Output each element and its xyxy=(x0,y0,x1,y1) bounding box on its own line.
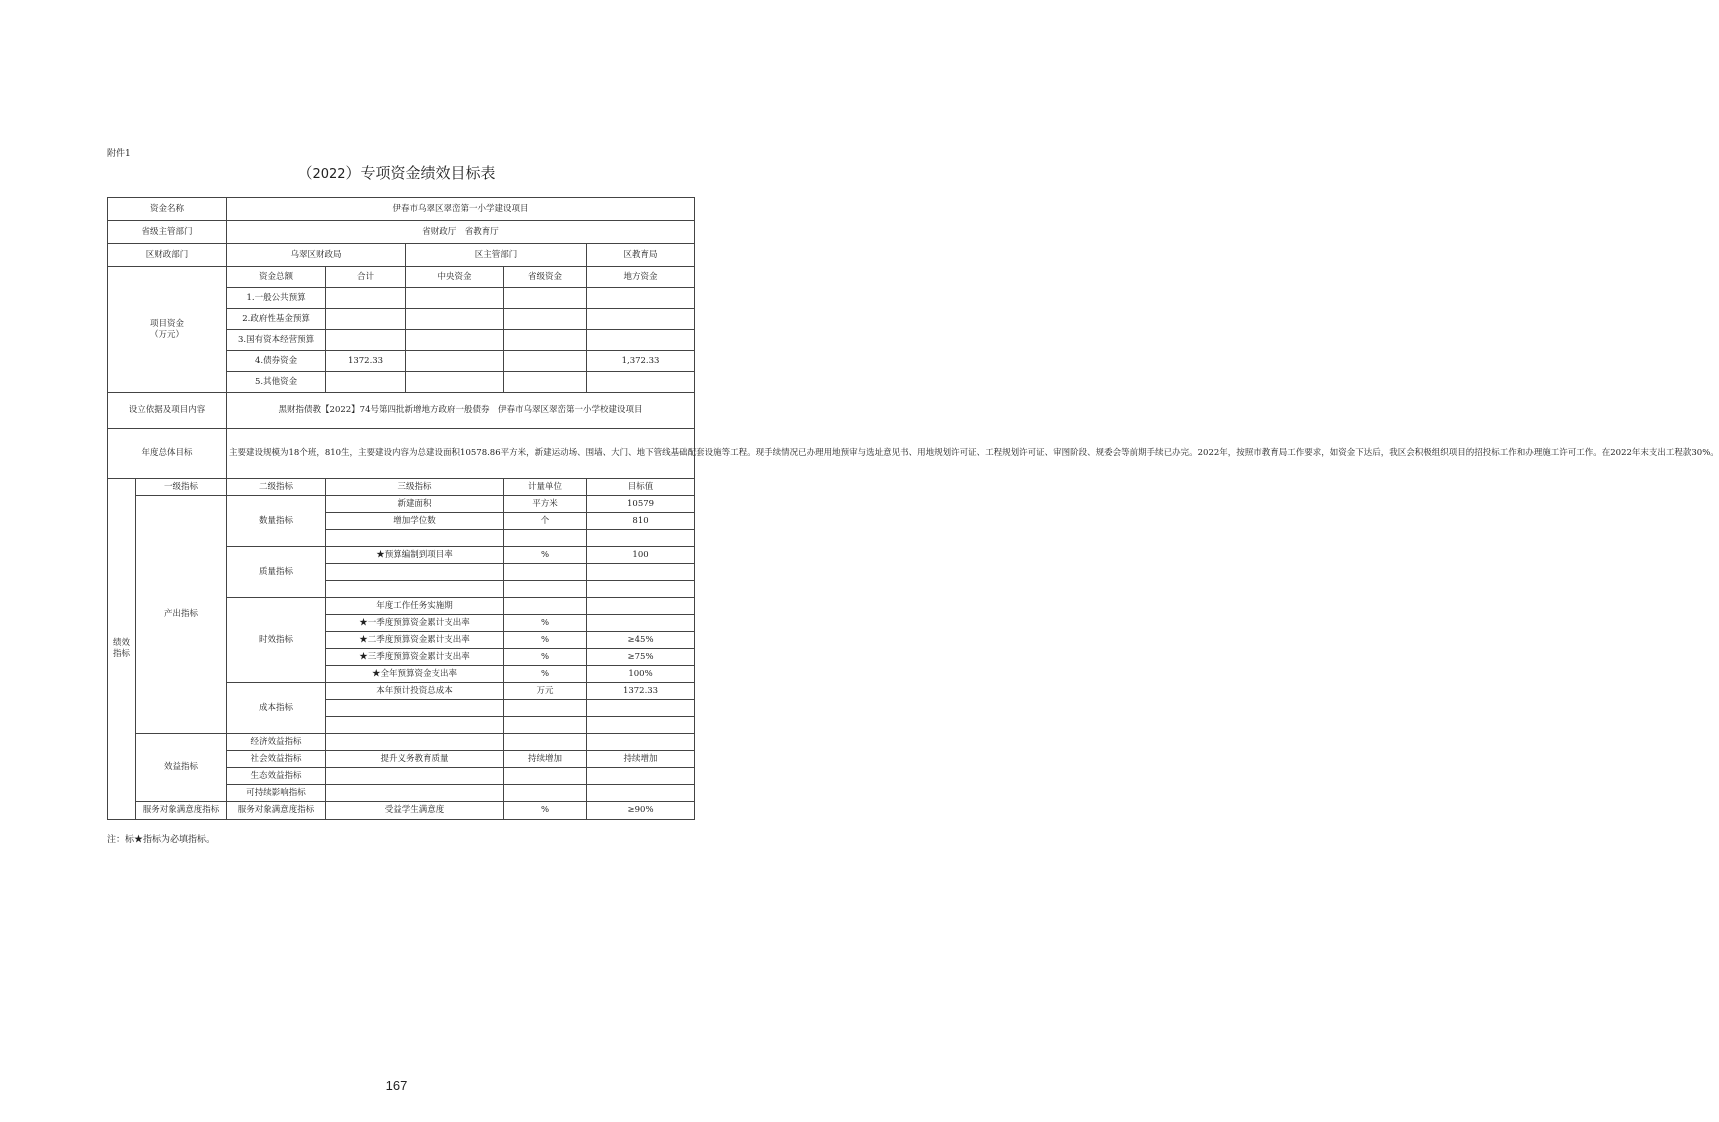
indicator-unit: 个 xyxy=(504,513,587,530)
indicator-target xyxy=(587,717,695,734)
indicator-name: 年度工作任务实施期 xyxy=(326,598,504,615)
header-level1: 一级指标 xyxy=(136,479,227,496)
indicator-target: ≥45% xyxy=(587,632,695,649)
fund-name-value: 伊春市乌翠区翠峦第一小学建设项目 xyxy=(227,198,695,221)
satisfaction-target: ≥90% xyxy=(587,802,695,820)
indicator-unit: 万元 xyxy=(504,683,587,700)
page-title xyxy=(0,162,793,183)
indicator-target xyxy=(587,530,695,547)
indicator-unit xyxy=(504,564,587,581)
indicator-unit xyxy=(504,598,587,615)
indicator-unit xyxy=(504,785,587,802)
provincial-dept-label: 省级主管部门 xyxy=(108,221,227,244)
indicator-target: 10579 xyxy=(587,496,695,513)
indicator-unit xyxy=(504,581,587,598)
fund-provincial xyxy=(504,309,587,330)
indicator-target: 810 xyxy=(587,513,695,530)
satisfaction-name: 受益学生满意度 xyxy=(326,802,504,820)
district-dept-label: 区主管部门 xyxy=(406,244,587,267)
funds-header-sum: 合计 xyxy=(326,267,406,288)
fund-total xyxy=(326,309,406,330)
title-year: 2022 xyxy=(312,167,346,182)
satisfaction-level2: 服务对象满意度指标 xyxy=(227,802,326,820)
fund-source-name: 5.其他资金 xyxy=(227,372,326,393)
title-close: ）专项资金绩效目标表 xyxy=(345,164,496,182)
header-target: 目标值 xyxy=(587,479,695,496)
table-row xyxy=(108,267,695,288)
indicator-unit: % xyxy=(504,632,587,649)
footnote: 注：标★指标为必填指标。 xyxy=(107,835,216,845)
indicator-unit: % xyxy=(504,615,587,632)
indicator-unit: % xyxy=(504,649,587,666)
fund-total xyxy=(326,372,406,393)
fund-provincial xyxy=(504,288,587,309)
indicator-target: 1372.33 xyxy=(587,683,695,700)
fund-source-name: 1.一般公共预算 xyxy=(227,288,326,309)
benefit-level2: 生态效益指标 xyxy=(227,768,326,785)
indicator-name: ★预算编制到项目率 xyxy=(326,547,504,564)
table-row xyxy=(108,198,695,221)
output-indicator-label: 产出指标 xyxy=(136,496,227,734)
district-finance-label: 区财政部门 xyxy=(108,244,227,267)
title-open: （ xyxy=(297,164,313,182)
fund-central xyxy=(406,309,504,330)
benefit-level2: 社会效益指标 xyxy=(227,751,326,768)
indicator-unit xyxy=(504,717,587,734)
fund-central xyxy=(406,288,504,309)
fund-total xyxy=(326,288,406,309)
time-indicator-label: 时效指标 xyxy=(227,598,326,683)
indicator-name xyxy=(326,785,504,802)
indicator-target xyxy=(587,615,695,632)
table-row xyxy=(108,734,695,751)
table-row xyxy=(108,221,695,244)
benefit-indicator-label: 效益指标 xyxy=(136,734,227,802)
benefit-level2: 经济效益指标 xyxy=(227,734,326,751)
indicator-target: ≥75% xyxy=(587,649,695,666)
project-funds-line1: 项目资金 xyxy=(150,318,185,329)
performance-label xyxy=(108,479,136,820)
fund-name-label: 资金名称 xyxy=(108,198,227,221)
fund-total xyxy=(326,330,406,351)
indicator-name: 本年预计投资总成本 xyxy=(326,683,504,700)
satisfaction-unit: % xyxy=(504,802,587,820)
funds-header-total: 资金总额 xyxy=(227,267,326,288)
indicator-name: ★二季度预算资金累计支出率 xyxy=(326,632,504,649)
fund-local xyxy=(587,288,695,309)
indicator-target: 100 xyxy=(587,547,695,564)
indicator-target xyxy=(587,581,695,598)
fund-provincial xyxy=(504,372,587,393)
indicator-name: ★一季度预算资金累计支出率 xyxy=(326,615,504,632)
indicator-unit: % xyxy=(504,547,587,564)
indicator-unit xyxy=(504,768,587,785)
indicator-target xyxy=(587,785,695,802)
header-level3: 三级指标 xyxy=(326,479,504,496)
quantity-indicator-label: 数量指标 xyxy=(227,496,326,547)
attachment-label: 附件1 xyxy=(107,149,131,159)
project-funds-label xyxy=(108,267,227,393)
funds-header-provincial: 省级资金 xyxy=(504,267,587,288)
perf-label-line2: 指标 xyxy=(112,649,130,659)
table-row xyxy=(108,496,695,513)
basis-text: 黑财指债教【2022】74号第四批新增地方政府一般债券 伊春市乌翠区翠峦第一小学校建设项目 xyxy=(227,393,695,429)
fund-local xyxy=(587,330,695,351)
indicator-target: 100% xyxy=(587,666,695,683)
fund-provincial xyxy=(504,351,587,372)
fund-total: 1372.33 xyxy=(326,351,406,372)
table-row xyxy=(108,479,695,496)
indicator-unit: 平方米 xyxy=(504,496,587,513)
page-number: 167 xyxy=(385,1078,408,1093)
indicator-name xyxy=(326,581,504,598)
provincial-dept-value: 省财政厅 省教育厅 xyxy=(227,221,695,244)
indicator-name: ★三季度预算资金累计支出率 xyxy=(326,649,504,666)
indicator-unit: 持续增加 xyxy=(504,751,587,768)
table-row xyxy=(108,429,695,479)
indicator-name: 新建面积 xyxy=(326,496,504,513)
indicator-name: 增加学位数 xyxy=(326,513,504,530)
indicator-name xyxy=(326,700,504,717)
funds-header-local: 地方资金 xyxy=(587,267,695,288)
satisfaction-indicator-label: 服务对象满意度指标 xyxy=(136,802,227,820)
fund-central xyxy=(406,351,504,372)
district-dept-value: 区教育局 xyxy=(587,244,695,267)
project-funds-line2: （万元） xyxy=(150,329,185,340)
indicator-name xyxy=(326,717,504,734)
indicator-name xyxy=(326,530,504,547)
table-row xyxy=(108,802,695,820)
indicator-name: 提升义务教育质量 xyxy=(326,751,504,768)
fund-source-name: 2.政府性基金预算 xyxy=(227,309,326,330)
indicator-unit: % xyxy=(504,666,587,683)
indicator-target xyxy=(587,700,695,717)
annual-goal-label: 年度总体目标 xyxy=(108,429,227,479)
fund-source-name: 3.国有资本经营预算 xyxy=(227,330,326,351)
funds-header-central: 中央资金 xyxy=(406,267,504,288)
header-unit: 计量单位 xyxy=(504,479,587,496)
indicator-target xyxy=(587,768,695,785)
header-level2: 二级指标 xyxy=(227,479,326,496)
cost-indicator-label: 成本指标 xyxy=(227,683,326,734)
fund-local xyxy=(587,309,695,330)
table-row xyxy=(108,393,695,429)
indicator-target: 持续增加 xyxy=(587,751,695,768)
fund-central xyxy=(406,330,504,351)
fund-central xyxy=(406,372,504,393)
indicator-name xyxy=(326,768,504,785)
indicator-name: ★全年预算资金支出率 xyxy=(326,666,504,683)
benefit-level2: 可持续影响指标 xyxy=(227,785,326,802)
indicator-target xyxy=(587,734,695,751)
basis-label: 设立依据及项目内容 xyxy=(108,393,227,429)
fund-local xyxy=(587,372,695,393)
fund-provincial xyxy=(504,330,587,351)
indicator-target xyxy=(587,598,695,615)
indicator-name xyxy=(326,564,504,581)
fund-source-name: 4.债券资金 xyxy=(227,351,326,372)
indicator-target xyxy=(587,564,695,581)
annual-goal-text: 主要建设规模为18个班，810生，主要建设内容为总建设面积10578.86平方米，新建运动场、围墙、大门、地下管线基础配套设施等工程。现手续情况已办理用地预审与选址意见书、用地规划许可证、工程规划许可证、审图阶段、规委会等前期手续已办完。2022年，按照市教育局工作要求，如资金下达后，我区会积极组织项目的招投标工作和办理施工许可工作。在2022年末支出工程款30%。 xyxy=(227,429,695,479)
table-row xyxy=(108,244,695,267)
fund-local: 1,372.33 xyxy=(587,351,695,372)
perf-label-line1: 绩效 xyxy=(112,638,130,648)
indicator-unit xyxy=(504,700,587,717)
performance-table xyxy=(107,197,1719,820)
district-finance-value: 乌翠区财政局 xyxy=(227,244,406,267)
indicator-name xyxy=(326,734,504,751)
quality-indicator-label: 质量指标 xyxy=(227,547,326,598)
indicator-unit xyxy=(504,530,587,547)
indicator-unit xyxy=(504,734,587,751)
